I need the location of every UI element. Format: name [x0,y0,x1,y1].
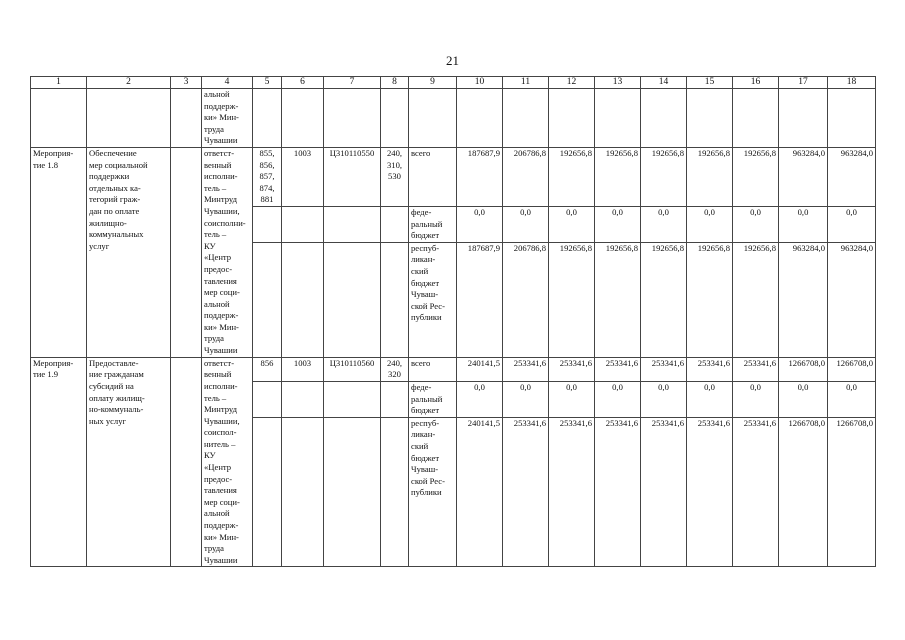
executor-cell: ответст- венный исполни- тель – Минтруд Чувашии, соиспол- нитель – КУ «Центр предос- тавления мер соци- альной поддерж- ки» Мин- труда Чувашии [202,357,253,567]
value-cell: 253341,6 [687,417,733,567]
value-cell: 0,0 [549,381,595,417]
budget-table [30,76,876,567]
continuation-row [31,89,876,148]
header-row [31,77,876,89]
value-cell: 253341,6 [503,417,549,567]
header-cell: 15 [687,77,733,89]
header-cell: 1 [31,77,87,89]
value-cell: 192656,8 [641,242,687,357]
value-cell: 192656,8 [687,147,733,206]
value-cell: 1266708,0 [828,417,876,567]
value-cell: 0,0 [503,381,549,417]
value-cell: 240141,5 [457,417,503,567]
value-cell: 253341,6 [687,357,733,381]
value-cell: 0,0 [457,206,503,242]
header-cell: 13 [595,77,641,89]
value-cell: 0,0 [779,206,828,242]
target-article: Ц310110550 [324,147,381,206]
value-cell: 253341,6 [595,417,641,567]
measure-name: Предоставле- ние гражданам субсидий на оплату жилищ- но-коммуналь- ных услуг [87,357,171,567]
value-cell: 192656,8 [549,147,595,206]
funding-source: всего [409,357,457,381]
value-cell: 0,0 [733,206,779,242]
header-cell: 14 [641,77,687,89]
value-cell: 206786,8 [503,147,549,206]
executor-cell: альной поддерж- ки» Мин- труда Чувашии [202,89,253,148]
header-cell: 5 [253,77,282,89]
value-cell: 192656,8 [733,147,779,206]
value-cell: 0,0 [733,381,779,417]
value-cell: 963284,0 [828,242,876,357]
funding-source: всего [409,147,457,206]
value-cell: 0,0 [828,381,876,417]
value-cell: 0,0 [595,381,641,417]
header-cell: 3 [171,77,202,89]
value-cell: 192656,8 [549,242,595,357]
value-cell: 1266708,0 [779,357,828,381]
value-cell: 253341,6 [733,417,779,567]
funding-source: респуб- ликан- ский бюджет Чуваш- ской Рес- публики [409,242,457,357]
header-cell: 7 [324,77,381,89]
value-cell: 1266708,0 [779,417,828,567]
value-cell: 253341,6 [641,417,687,567]
value-cell: 253341,6 [549,417,595,567]
value-cell: 240141,5 [457,357,503,381]
value-cell: 253341,6 [733,357,779,381]
value-cell: 0,0 [457,381,503,417]
table-row [31,147,876,206]
funding-source: феде- ральный бюджет [409,206,457,242]
grbs-code: 856 [253,357,282,381]
header-cell: 8 [381,77,409,89]
header-cell: 17 [779,77,828,89]
value-cell: 0,0 [503,206,549,242]
executor-cell: ответст- венный исполни- тель – Минтруд Чувашии, соисполни- тель – КУ «Центр предос- тавления мер соци- альной поддерж- ки» Мин- труда Чувашии [202,147,253,357]
section-code: 1003 [282,357,324,381]
grbs-code: 855, 856, 857, 874, 881 [253,147,282,206]
value-cell: 253341,6 [549,357,595,381]
value-cell: 0,0 [828,206,876,242]
header-cell: 10 [457,77,503,89]
measure-code: Мероприя- тие 1.9 [31,357,87,567]
value-cell: 0,0 [595,206,641,242]
value-cell: 963284,0 [828,147,876,206]
value-cell: 192656,8 [641,147,687,206]
value-cell: 253341,6 [503,357,549,381]
header-cell: 16 [733,77,779,89]
value-cell: 187687,9 [457,147,503,206]
value-cell: 0,0 [641,206,687,242]
value-cell: 0,0 [687,206,733,242]
value-cell: 192656,8 [687,242,733,357]
expense-type: 240, 310, 530 [381,147,409,206]
value-cell: 192656,8 [733,242,779,357]
value-cell: 0,0 [687,381,733,417]
header-cell: 2 [87,77,171,89]
header-cell: 18 [828,77,876,89]
funding-source: респуб- ликан- ский бюджет Чуваш- ской Рес- публики [409,417,457,567]
section-code: 1003 [282,147,324,206]
expense-type: 240, 320 [381,357,409,381]
measure-code: Мероприя- тие 1.8 [31,147,87,357]
value-cell: 253341,6 [641,357,687,381]
value-cell: 0,0 [549,206,595,242]
page-number: 21 [446,53,459,68]
funding-source: феде- ральный бюджет [409,381,457,417]
value-cell: 0,0 [641,381,687,417]
target-article: Ц310110560 [324,357,381,381]
measure-name: Обеспечение мер социальной поддержки отдельных ка- тегорий граж- дан по оплате жилищно- коммунальных услуг [87,147,171,357]
value-cell: 192656,8 [595,147,641,206]
value-cell: 963284,0 [779,242,828,357]
header-cell: 9 [409,77,457,89]
header-cell: 11 [503,77,549,89]
header-cell: 12 [549,77,595,89]
value-cell: 187687,9 [457,242,503,357]
value-cell: 253341,6 [595,357,641,381]
value-cell: 1266708,0 [828,357,876,381]
value-cell: 0,0 [779,381,828,417]
header-cell: 6 [282,77,324,89]
value-cell: 963284,0 [779,147,828,206]
table-row [31,357,876,381]
header-cell: 4 [202,77,253,89]
value-cell: 206786,8 [503,242,549,357]
value-cell: 192656,8 [595,242,641,357]
